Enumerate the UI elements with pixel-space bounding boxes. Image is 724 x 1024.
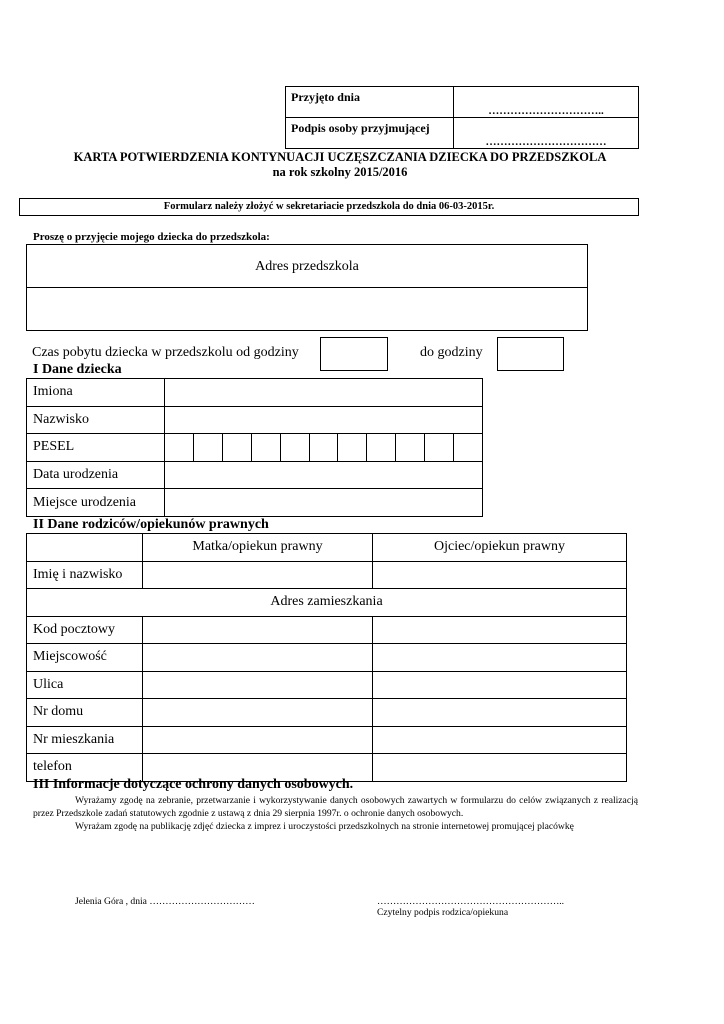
- row-label: Nr mieszkania: [27, 726, 143, 754]
- mother-name-field[interactable]: [143, 561, 373, 589]
- row-label: telefon: [27, 754, 143, 782]
- row-label: Miejscowość: [27, 644, 143, 672]
- row-label: Kod pocztowy: [27, 616, 143, 644]
- pesel-digit-cell[interactable]: [453, 434, 482, 462]
- stay-time-to-label: do godziny: [420, 345, 483, 360]
- deadline-notice: Formularz należy złożyć w sekretariacie przedszkola do dnia 06-03-2015r.: [19, 198, 639, 216]
- mother-street-field[interactable]: [143, 671, 373, 699]
- table-row: [27, 561, 627, 589]
- first-names-field[interactable]: [165, 379, 483, 407]
- request-text: Proszę o przyjęcie mojego dziecka do przedszkola:: [33, 231, 270, 243]
- table-row: [27, 534, 627, 562]
- row-label: Imiona: [27, 379, 165, 407]
- row-label: Nazwisko: [27, 406, 165, 434]
- parent-signature-label: Czytelny podpis rodzica/opiekuna: [377, 907, 509, 918]
- pesel-digit-cell[interactable]: [222, 434, 251, 462]
- table-row: [27, 644, 627, 672]
- consent-photo-publication-text: Wyrażam zgodę na publikację zdjęć dziecka z imprez i uroczystości przedszkolnych na stronie internetowej promującej placówkę: [75, 821, 574, 832]
- receiver-signature-field[interactable]: ……………………………: [454, 118, 639, 149]
- father-street-field[interactable]: [373, 671, 627, 699]
- pesel-digit-cell[interactable]: [280, 434, 309, 462]
- parent-signature-field[interactable]: …………………………………………………..: [377, 896, 565, 907]
- accepted-date-label: Przyjęto dnia: [286, 87, 454, 118]
- pesel-digit-cell[interactable]: [367, 434, 396, 462]
- preschool-address-field[interactable]: [27, 288, 587, 330]
- consent-photo-publication: [33, 820, 638, 833]
- father-postal-code-field[interactable]: [373, 616, 627, 644]
- table-row: [27, 589, 627, 617]
- child-data-table: [26, 378, 483, 517]
- mother-column-header: Matka/opiekun prawny: [143, 534, 373, 562]
- section-data-protection-heading: III Informacje dotyczące ochrony danych osobowych.: [33, 777, 354, 792]
- table-row: [27, 726, 627, 754]
- stay-time-to-field[interactable]: [497, 337, 564, 371]
- mother-city-field[interactable]: [143, 644, 373, 672]
- father-phone-field[interactable]: [373, 754, 627, 782]
- title-line-2: na rok szkolny 2015/2016: [272, 165, 408, 179]
- father-name-field[interactable]: [373, 561, 627, 589]
- birth-date-field[interactable]: [165, 461, 483, 489]
- pesel-digit-cell[interactable]: [165, 434, 194, 462]
- table-row: [27, 434, 483, 462]
- table-row: [27, 406, 483, 434]
- pesel-digit-cell[interactable]: [425, 434, 454, 462]
- document-title: [20, 150, 660, 180]
- row-label: Miejsce urodzenia: [27, 489, 165, 517]
- table-row: [27, 489, 483, 517]
- preschool-address-box: [26, 244, 588, 331]
- table-row: [27, 461, 483, 489]
- mother-flat-number-field[interactable]: [143, 726, 373, 754]
- table-row: [27, 616, 627, 644]
- table-row: [27, 699, 627, 727]
- pesel-digit-cell[interactable]: [309, 434, 338, 462]
- row-label: Imię i nazwisko: [27, 561, 143, 589]
- empty-corner-cell: [27, 534, 143, 562]
- address-header: Adres zamieszkania: [27, 589, 627, 617]
- surname-field[interactable]: [165, 406, 483, 434]
- receiver-signature-label: Podpis osoby przyjmującej: [286, 118, 454, 149]
- stay-time-from-label: Czas pobytu dziecka w przedszkolu od godziny: [32, 345, 299, 360]
- parents-data-table: [26, 533, 627, 782]
- father-house-number-field[interactable]: [373, 699, 627, 727]
- section-child-heading: I Dane dziecka: [33, 362, 122, 377]
- pesel-digit-cell[interactable]: [193, 434, 222, 462]
- pesel-digit-cell[interactable]: [396, 434, 425, 462]
- table-row: [27, 379, 483, 407]
- table-row: [27, 671, 627, 699]
- row-label: Data urodzenia: [27, 461, 165, 489]
- pesel-digit-cell[interactable]: [338, 434, 367, 462]
- receipt-box: [285, 86, 639, 149]
- birth-place-field[interactable]: [165, 489, 483, 517]
- father-flat-number-field[interactable]: [373, 726, 627, 754]
- pesel-digit-cell[interactable]: [251, 434, 280, 462]
- stay-time-from-field[interactable]: [320, 337, 388, 371]
- row-label: Nr domu: [27, 699, 143, 727]
- father-column-header: Ojciec/opiekun prawny: [373, 534, 627, 562]
- consent-data-processing-text: Wyrażamy zgodę na zebranie, przetwarzanie i wykorzystywanie danych osobowych zawartych w formularzu do celów związanych z realizacją przez Przedszkole zadań statutowych zgodnie z ustawą z dnia 29 sierpnia 1997r. o ochronie danych osobowych.: [33, 795, 638, 819]
- row-label: Ulica: [27, 671, 143, 699]
- mother-house-number-field[interactable]: [143, 699, 373, 727]
- section-parents-heading: II Dane rodziców/opiekunów prawnych: [33, 517, 269, 532]
- father-city-field[interactable]: [373, 644, 627, 672]
- place-date-field[interactable]: Jelenia Góra , dnia ……………………………: [75, 896, 255, 907]
- consent-data-processing: [33, 794, 638, 820]
- row-label: PESEL: [27, 434, 165, 462]
- title-line-1: KARTA POTWIERDZENIA KONTYNUACJI UCZĘSZCZANIA DZIECKA DO PRZEDSZKOLA: [73, 150, 607, 164]
- accepted-date-field[interactable]: …………………………..: [454, 87, 639, 118]
- preschool-address-label: Adres przedszkola: [27, 245, 587, 288]
- mother-postal-code-field[interactable]: [143, 616, 373, 644]
